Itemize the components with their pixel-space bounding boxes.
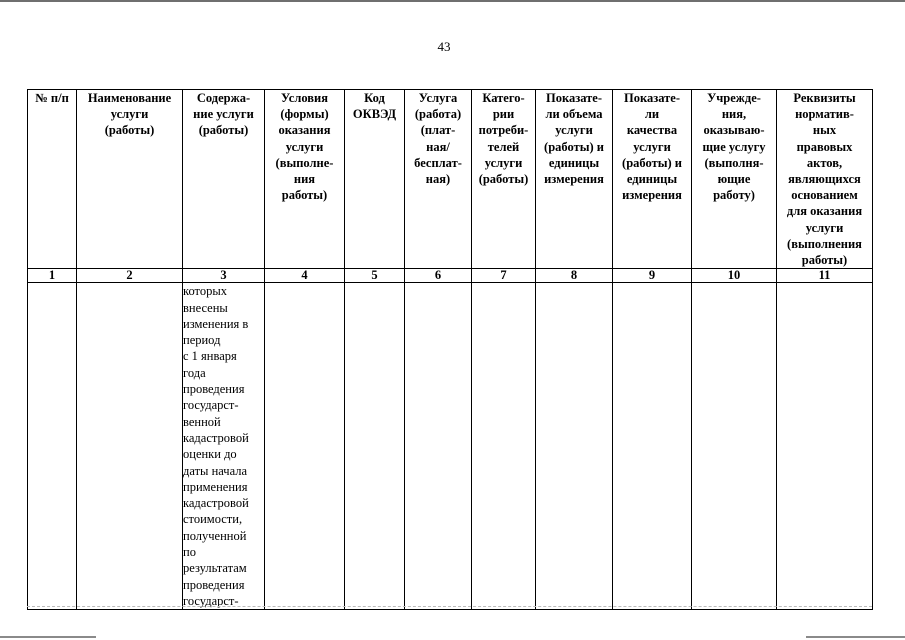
header-cell-3: Содержа- ние услуги (работы) xyxy=(183,90,265,269)
body-cell-4 xyxy=(265,283,345,610)
scan-bottom-left-edge xyxy=(0,636,96,638)
column-number-10: 10 xyxy=(692,269,777,283)
body-cell-10 xyxy=(692,283,777,610)
header-cell-4: Условия (формы) оказания услуги (выполне- ния работы) xyxy=(265,90,345,269)
column-number-1: 1 xyxy=(28,269,77,283)
body-cell-7 xyxy=(472,283,536,610)
body-cell-9 xyxy=(613,283,692,610)
header-cell-1: № п/п xyxy=(28,90,77,269)
column-number-2: 2 xyxy=(77,269,183,283)
body-cell-6 xyxy=(405,283,472,610)
column-number-row xyxy=(28,269,873,283)
column-number-5: 5 xyxy=(345,269,405,283)
header-cell-11: Реквизиты норматив- ных правовых актов, являющихся основанием для оказания услуги (выполнения работы) xyxy=(777,90,873,269)
header-cell-2: Наименование услуги (работы) xyxy=(77,90,183,269)
header-cell-9: Показате- ли качества услуги (работы) и единицы измерения xyxy=(613,90,692,269)
body-cell-8 xyxy=(536,283,613,610)
scan-top-edge xyxy=(0,0,905,2)
column-number-8: 8 xyxy=(536,269,613,283)
body-cell-11 xyxy=(777,283,873,610)
scan-dashed-edge xyxy=(27,606,872,607)
column-number-9: 9 xyxy=(613,269,692,283)
header-cell-5: Код ОКВЭД xyxy=(345,90,405,269)
body-cell-3: которых внесены изменения в период с 1 января года проведения государст- венной кадастровой оценки до даты начала применения кадастровой стоимости, полученной по результатам проведения государст- xyxy=(183,283,265,610)
header-cell-6: Услуга (работа) (плат- ная/ бесплат- ная) xyxy=(405,90,472,269)
header-cell-8: Показате- ли объема услуги (работы) и единицы измерения xyxy=(536,90,613,269)
body-row xyxy=(28,283,873,610)
column-number-11: 11 xyxy=(777,269,873,283)
header-cell-10: Учрежде- ния, оказываю- щие услугу (выполня- ющие работу) xyxy=(692,90,777,269)
body-cell-2 xyxy=(77,283,183,610)
scan-bottom-right-edge xyxy=(806,636,905,638)
header-row xyxy=(28,90,873,269)
body-cell-5 xyxy=(345,283,405,610)
services-table xyxy=(27,89,873,610)
column-number-4: 4 xyxy=(265,269,345,283)
page-number: 43 xyxy=(437,39,451,54)
column-number-6: 6 xyxy=(405,269,472,283)
body-cell-1 xyxy=(28,283,77,610)
column-number-7: 7 xyxy=(472,269,536,283)
header-cell-7: Катего- рии потреби- телей услуги (работы) xyxy=(472,90,536,269)
column-number-3: 3 xyxy=(183,269,265,283)
